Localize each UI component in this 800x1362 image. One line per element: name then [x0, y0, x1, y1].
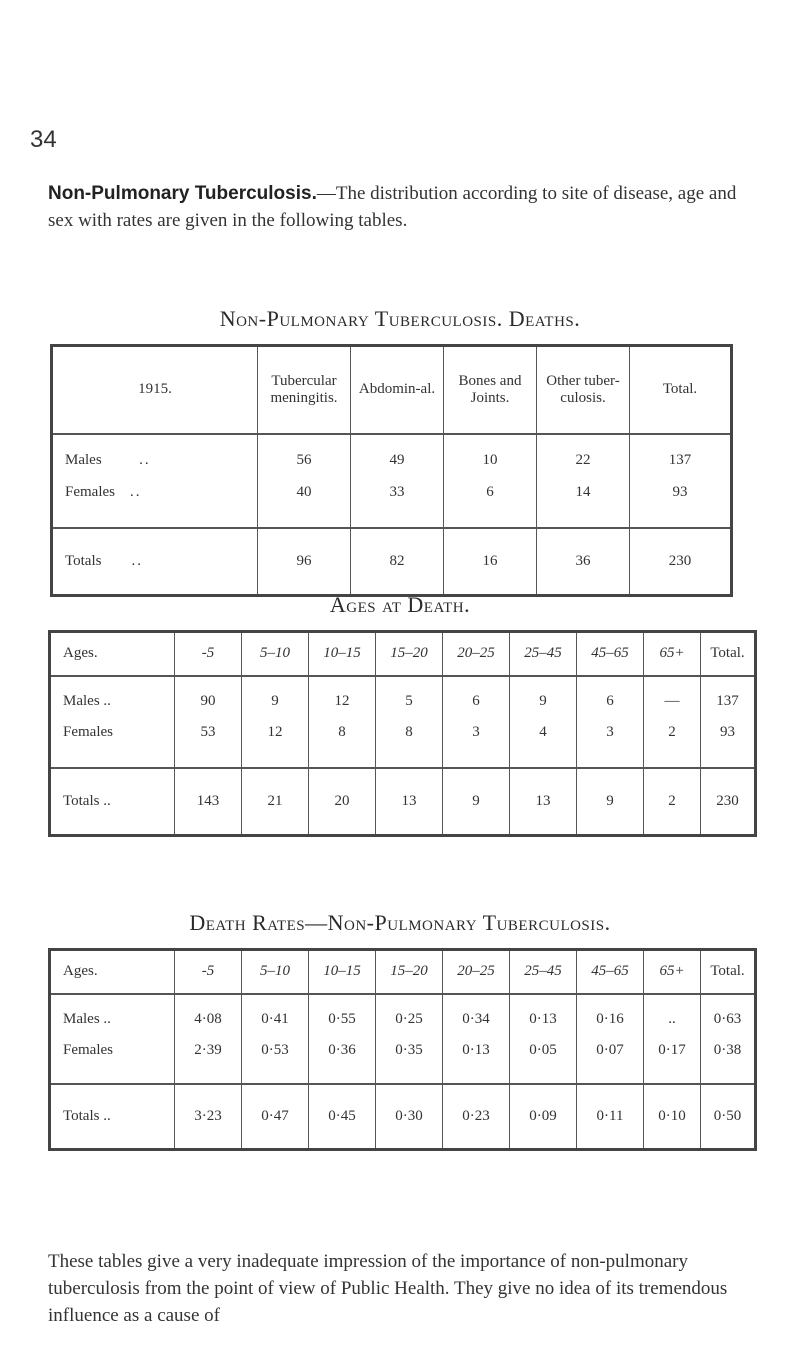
deaths-table: [50, 344, 733, 597]
table-cell: 14: [537, 476, 630, 528]
table-cell: 2: [644, 768, 701, 836]
table-cell: 16: [444, 528, 537, 596]
table-cell: 4: [510, 716, 577, 768]
table-cell: 2·39: [175, 1034, 242, 1084]
table-cell: 33: [351, 476, 444, 528]
table-cell: 9: [577, 768, 644, 836]
rates-col: 10–15: [309, 950, 376, 994]
rates-col: 5–10: [242, 950, 309, 994]
table-cell: 56: [258, 434, 351, 476]
table-cell: 3·23: [175, 1084, 242, 1150]
table-cell: 21: [242, 768, 309, 836]
ages-table-heading: Ages at Death.: [329, 592, 471, 617]
row-label: Females: [63, 723, 113, 740]
table-cell: 9: [510, 676, 577, 716]
table-cell: 22: [537, 434, 630, 476]
ages-col: 25–45: [510, 632, 577, 676]
table-cell: 5: [376, 676, 443, 716]
table-cell: 6: [443, 676, 510, 716]
table-cell: 137: [630, 434, 732, 476]
table-cell: 0·09: [510, 1084, 577, 1150]
table-cell: 0·45: [309, 1084, 376, 1150]
ages-col: 45–65: [577, 632, 644, 676]
ages-col-total: Total.: [701, 632, 756, 676]
table-cell: 0·41: [242, 994, 309, 1034]
ages-col: 10–15: [309, 632, 376, 676]
deaths-col-other: Other tuber-culosis.: [537, 346, 630, 434]
deaths-header-row: [52, 346, 732, 434]
table-cell: 2: [644, 716, 701, 768]
table-cell: 0·07: [577, 1034, 644, 1084]
ages-row-females: [50, 716, 756, 768]
table-cell: 0·23: [443, 1084, 510, 1150]
rates-header-row: [50, 950, 756, 994]
table-cell: 3: [443, 716, 510, 768]
table-cell: 20: [309, 768, 376, 836]
table-cell: 0·63: [701, 994, 756, 1034]
table-cell: 6: [444, 476, 537, 528]
table-cell: 0·13: [510, 994, 577, 1034]
row-label: Males ..: [63, 692, 111, 709]
table-cell: 0·50: [701, 1084, 756, 1150]
closing-paragraph: These tables give a very inadequate impression of the importance of non-pulmonary tuberculosis from the point of view of Public Health. They give no idea of its tremendous influence as a cause of: [48, 1251, 728, 1326]
rates-col-label: Ages.: [50, 950, 175, 994]
rates-col: 25–45: [510, 950, 577, 994]
table-cell: 0·36: [309, 1034, 376, 1084]
table-cell: 0·13: [443, 1034, 510, 1084]
table-cell: 0·05: [510, 1034, 577, 1084]
table-cell: 0·17: [644, 1034, 701, 1084]
table-cell: 8: [309, 716, 376, 768]
table-cell: 13: [510, 768, 577, 836]
table-cell: 143: [175, 768, 242, 836]
rates-col: 20–25: [443, 950, 510, 994]
table-cell: 0·25: [376, 994, 443, 1034]
deaths-row-females: [52, 476, 732, 528]
ages-col: 65+: [644, 632, 701, 676]
intro-paragraph: [48, 180, 748, 234]
table-cell: 4·08: [175, 994, 242, 1034]
table-cell: 96: [258, 528, 351, 596]
table-cell: 6: [577, 676, 644, 716]
row-label: Females ..: [65, 483, 142, 500]
table-cell: 93: [701, 716, 756, 768]
deaths-row-males: [52, 434, 732, 476]
ages-col: 15–20: [376, 632, 443, 676]
intro-text: —The distribution according to site of disease, age and sex with rates are given in the following tables.: [48, 183, 737, 231]
table-cell: 12: [242, 716, 309, 768]
ages-row-males: [50, 676, 756, 716]
table-cell: 3: [577, 716, 644, 768]
table-cell: 0·38: [701, 1034, 756, 1084]
table-cell: 82: [351, 528, 444, 596]
deaths-row-totals: [52, 528, 732, 596]
table-cell: 0·55: [309, 994, 376, 1034]
row-label: Females: [63, 1041, 113, 1058]
row-label: Totals ..: [50, 1084, 175, 1150]
deaths-table-heading: Non-Pulmonary Tuberculosis. Deaths.: [219, 306, 581, 331]
deaths-col-total: Total.: [630, 346, 732, 434]
row-label: Totals ..: [50, 768, 175, 836]
deaths-col-year: 1915.: [52, 346, 258, 434]
row-label: Males ..: [65, 451, 151, 468]
rates-row-males: [50, 994, 756, 1034]
rates-col: -5: [175, 950, 242, 994]
table-cell: 0·11: [577, 1084, 644, 1150]
table-cell: 8: [376, 716, 443, 768]
ages-col-label: Ages.: [50, 632, 175, 676]
row-label: Males ..: [63, 1010, 111, 1027]
deaths-col-bones-joints: Bones and Joints.: [444, 346, 537, 434]
table-cell: 0·35: [376, 1034, 443, 1084]
table-cell: 36: [537, 528, 630, 596]
table-cell: 40: [258, 476, 351, 528]
table-cell: 0·34: [443, 994, 510, 1034]
ages-header-row: [50, 632, 756, 676]
intro-lead: Non-Pulmonary Tuberculosis.: [48, 183, 317, 204]
table-cell: 49: [351, 434, 444, 476]
table-cell: 9: [242, 676, 309, 716]
table-cell: 0·10: [644, 1084, 701, 1150]
table-cell: 0·53: [242, 1034, 309, 1084]
table-cell: 137: [701, 676, 756, 716]
rates-row-totals: [50, 1084, 756, 1150]
table-cell: 0·30: [376, 1084, 443, 1150]
ages-table: [48, 630, 757, 837]
table-cell: 230: [630, 528, 732, 596]
table-cell: 90: [175, 676, 242, 716]
deaths-col-meningitis: Tubercular meningitis.: [258, 346, 351, 434]
table-cell: 230: [701, 768, 756, 836]
table-cell: 93: [630, 476, 732, 528]
ages-col: 5–10: [242, 632, 309, 676]
rates-col: 15–20: [376, 950, 443, 994]
rates-col: 45–65: [577, 950, 644, 994]
table-cell: 12: [309, 676, 376, 716]
table-cell: 0·47: [242, 1084, 309, 1150]
table-cell: 53: [175, 716, 242, 768]
rates-col-total: Total.: [701, 950, 756, 994]
rates-table: [48, 948, 757, 1151]
rates-col: 65+: [644, 950, 701, 994]
ages-row-totals: [50, 768, 756, 836]
table-cell: 9: [443, 768, 510, 836]
rates-row-females: [50, 1034, 756, 1084]
rates-table-heading: Death Rates—Non-Pulmonary Tuberculosis.: [189, 910, 611, 935]
table-cell: 10: [444, 434, 537, 476]
deaths-col-abdominal: Abdomin-al.: [351, 346, 444, 434]
ages-col: 20–25: [443, 632, 510, 676]
row-label: Totals ..: [52, 528, 258, 596]
table-cell: 0·16: [577, 994, 644, 1034]
ages-col: -5: [175, 632, 242, 676]
table-cell: —: [644, 676, 701, 716]
page-number: 34: [30, 126, 57, 153]
table-cell: ..: [644, 994, 701, 1034]
table-cell: 13: [376, 768, 443, 836]
